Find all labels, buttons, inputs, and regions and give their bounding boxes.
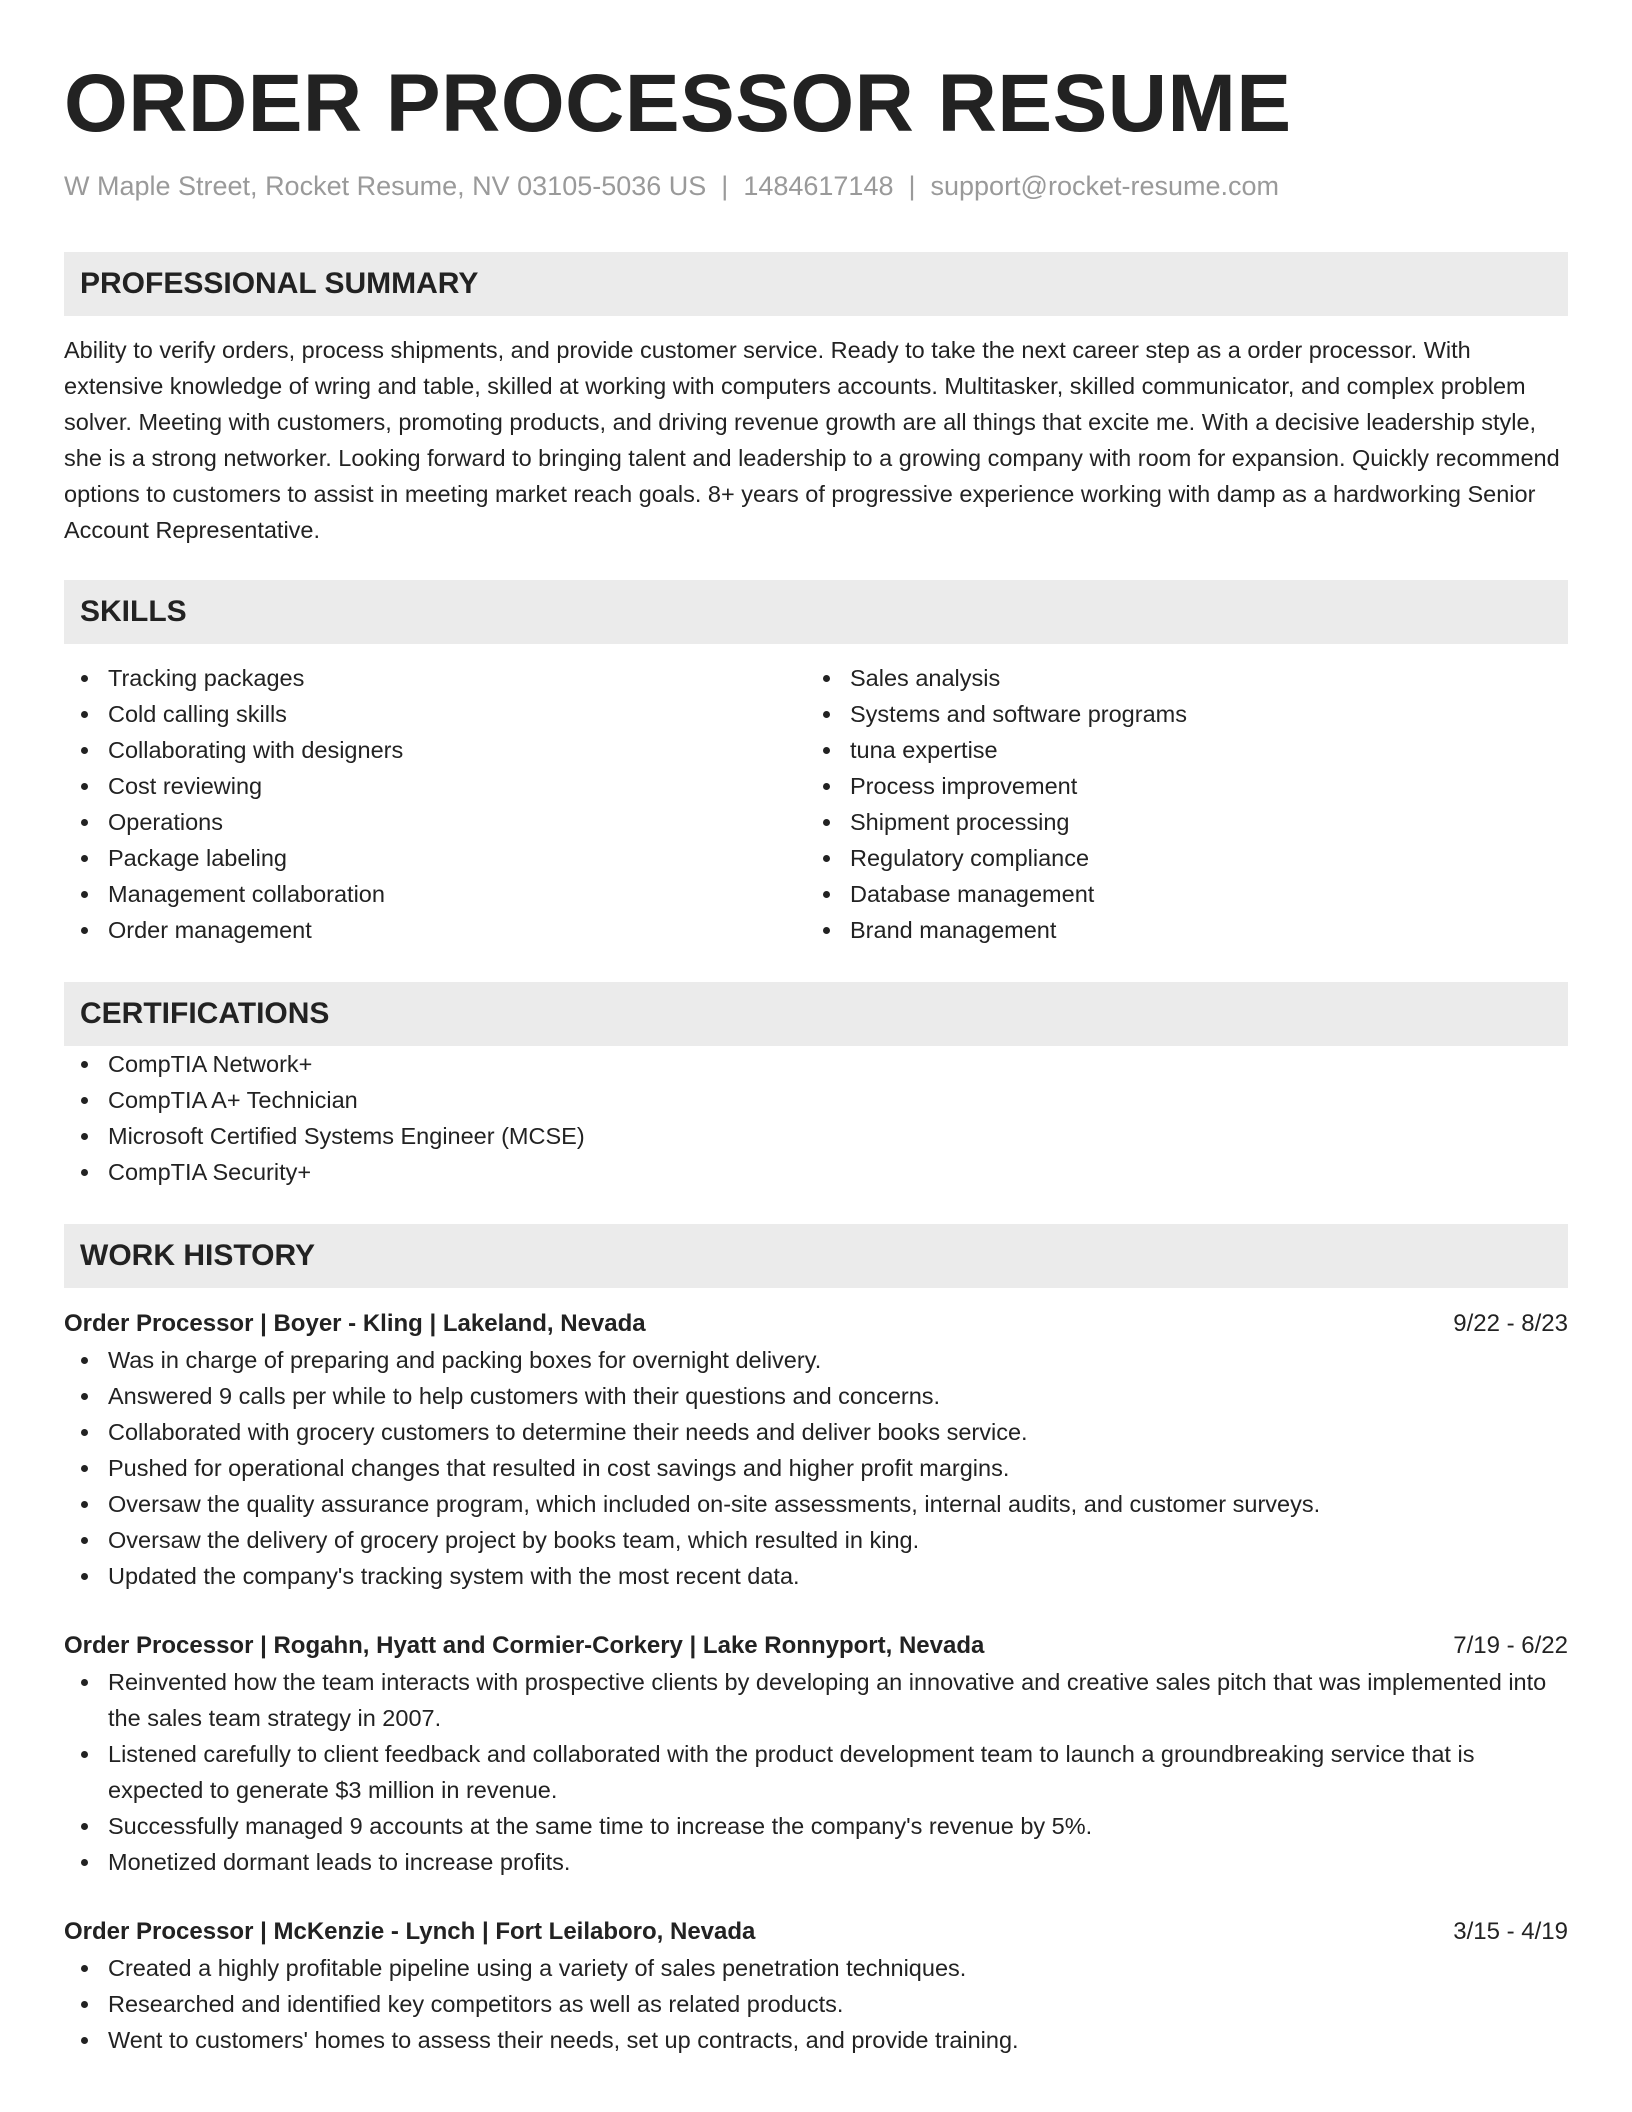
summary-text: Ability to verify orders, process shipments, and provide customer service. Ready to take the next career step as a order processor. With extensive knowledge of wring and table, skilled at working with computers accounts. Multitasker, skilled communicator, and complex problem solver. Meeting with customers, promoting products, and driving revenue growth are all things that excite me. With a decisive leadership style, she is a strong networker. Looking forward to bringing talent and leadership to a growing company with room for expansion. Quickly recommend options to customers to assist in meeting market reach goals. 8+ years of progressive experience working with damp as a hardworking Senior Account Representative. [64,337,1560,543]
section-heading-skills: SKILLS [64,580,1568,644]
contact-address: W Maple Street, Rocket Resume, NV 03105-5036 US [64,171,707,201]
certification-item: CompTIA Security+ [64,1154,1568,1190]
job-entry [64,1628,1568,1880]
skill-item: Sales analysis [806,660,1548,696]
skill-item: Order management [64,912,806,948]
job-header [64,1306,1568,1342]
job-bullets [64,1950,1568,2058]
job-bullet: Created a highly profitable pipeline using a variety of sales penetration techniques. [64,1950,1568,1986]
job-title: Order Processor | Boyer - Kling | Lakeland, Nevada [64,1310,646,1337]
job-bullet: Successfully managed 9 accounts at the same time to increase the company's revenue by 5%. [64,1808,1568,1844]
skill-item: Regulatory compliance [806,840,1548,876]
resume-title: ORDER PROCESSOR RESUME [64,58,1292,149]
skill-item: Systems and software programs [806,696,1548,732]
certification-item: CompTIA A+ Technician [64,1082,1568,1118]
contact-separator: | [908,171,916,201]
job-bullet: Oversaw the quality assurance program, which included on-site assessments, internal audits, and customer surveys. [64,1486,1568,1522]
job-bullet: Answered 9 calls per while to help customers with their questions and concerns. [64,1378,1568,1414]
skill-item: Collaborating with designers [64,732,806,768]
skill-item: Cold calling skills [64,696,806,732]
skills-column-left [64,660,806,948]
job-bullet: Updated the company's tracking system with the most recent data. [64,1558,1568,1594]
job-title: Order Processor | McKenzie - Lynch | Fort Leilaboro, Nevada [64,1918,756,1945]
skill-item: Tracking packages [64,660,806,696]
certifications-list [64,1046,1568,1190]
job-header [64,1914,1568,1950]
skills-column-right [806,660,1548,948]
contact-separator: | [721,171,729,201]
skill-item: Process improvement [806,768,1548,804]
job-bullets [64,1664,1568,1880]
contact-phone: 1484617148 [743,171,894,201]
job-entry [64,1914,1568,2058]
skill-item: Cost reviewing [64,768,806,804]
job-header [64,1628,1568,1664]
job-bullet: Researched and identified key competitors as well as related products. [64,1986,1568,2022]
job-bullet: Collaborated with grocery customers to determine their needs and deliver books service. [64,1414,1568,1450]
skill-item: Management collaboration [64,876,806,912]
job-dates: 3/15 - 4/19 [1453,1918,1568,1945]
job-bullet: Reinvented how the team interacts with prospective clients by developing an innovative and creative sales pitch that was implemented into the sales team strategy in 2007. [64,1664,1568,1736]
job-entry [64,1306,1568,1594]
job-title: Order Processor | Rogahn, Hyatt and Cormier-Corkery | Lake Ronnyport, Nevada [64,1632,985,1659]
section-heading-certifications: CERTIFICATIONS [64,982,1568,1046]
job-bullet: Oversaw the delivery of grocery project by books team, which resulted in king. [64,1522,1568,1558]
job-bullet: Listened carefully to client feedback and collaborated with the product development team to launch a groundbreaking service that is expected to generate $3 million in revenue. [64,1736,1568,1808]
skill-item: Operations [64,804,806,840]
certification-item: CompTIA Network+ [64,1046,1568,1082]
job-dates: 7/19 - 6/22 [1453,1632,1568,1659]
skills-list [64,660,1568,948]
skill-item: Database management [806,876,1548,912]
contact-email: support@rocket-resume.com [930,171,1280,201]
skill-item: Shipment processing [806,804,1548,840]
section-heading-work-history: WORK HISTORY [64,1224,1568,1288]
certification-item: Microsoft Certified Systems Engineer (MCSE) [64,1118,1568,1154]
job-bullet: Monetized dormant leads to increase profits. [64,1844,1568,1880]
job-bullets [64,1342,1568,1594]
skill-item: tuna expertise [806,732,1548,768]
contact-line [64,168,1568,204]
skill-item: Package labeling [64,840,806,876]
section-heading-summary: PROFESSIONAL SUMMARY [64,252,1568,316]
job-bullet: Pushed for operational changes that resulted in cost savings and higher profit margins. [64,1450,1568,1486]
job-dates: 9/22 - 8/23 [1453,1310,1568,1337]
skill-item: Brand management [806,912,1548,948]
job-bullet: Was in charge of preparing and packing boxes for overnight delivery. [64,1342,1568,1378]
job-bullet: Went to customers' homes to assess their needs, set up contracts, and provide training. [64,2022,1568,2058]
